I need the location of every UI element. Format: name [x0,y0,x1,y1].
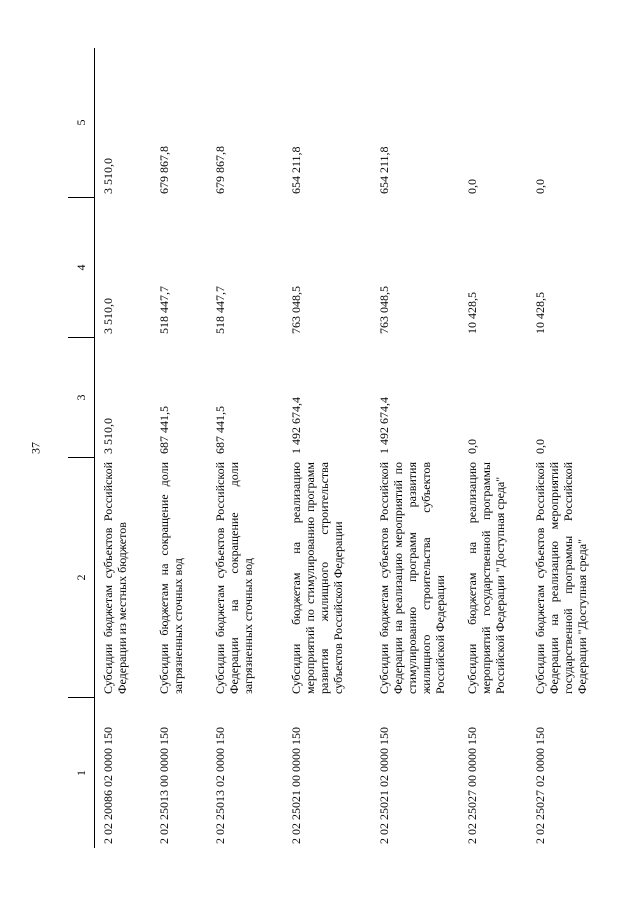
row-code: 2 02 25021 00 0000 150 [289,727,303,844]
budget-table [68,48,598,848]
row-name: Субсидии бюджетам на сокращение доли загрязненных сточных вод [157,462,185,694]
table-row [371,48,459,848]
row-value-4: 518 447,7 [157,286,171,334]
row-value-3: 3 510,0 [101,418,115,454]
header-col-5: 5 [68,48,94,198]
table-wrapper [68,48,598,848]
row-value-5: 0,0 [465,179,479,194]
row-value-5: 654 211,8 [289,146,303,194]
table-row [207,48,283,848]
row-value-5: 679 867,8 [157,146,171,194]
row-value-5: 654 211,8 [377,146,391,194]
row-value-4: 763 048,5 [289,286,303,334]
table-row [459,48,527,848]
table-header [68,48,95,848]
table-row [283,48,371,848]
row-name: Субсидии бюджетам субъектов Российской Федерации на сокращение доли загрязненных сточных вод [213,462,255,694]
row-value-4: 518 447,7 [213,286,227,334]
row-name: Субсидии бюджетам на реализацию мероприятий по стимулированию программ развития жилищного строительства субъектов Российской Федерации [289,462,345,694]
row-value-3: 687 441,5 [213,406,227,454]
row-value-3: 687 441,5 [157,406,171,454]
row-code: 2 02 25027 02 0000 150 [533,727,547,844]
row-code: 2 02 25013 00 0000 150 [157,727,171,844]
row-value-3: 1 492 674,4 [289,397,303,454]
row-value-3: 0,0 [465,439,479,454]
table-row [95,48,151,848]
row-name: Субсидии бюджетам субъектов Российской Федерации на реализацию мероприятий государственной программы Российской Федерации "Доступная среда" [533,462,589,694]
table-row [151,48,207,848]
row-value-5: 0,0 [533,179,547,194]
table-row [527,48,599,848]
row-name: Субсидии бюджетам субъектов Российской Федерации из местных бюджетов [101,462,129,694]
row-value-3: 1 492 674,4 [377,397,391,454]
row-value-5: 679 867,8 [213,146,227,194]
row-code: 2 02 25013 02 0000 150 [213,727,227,844]
row-value-4: 3 510,0 [101,298,115,334]
header-col-2: 2 [68,458,94,698]
header-col-3: 3 [68,338,94,458]
row-name: Субсидии бюджетам на реализацию мероприятий государственной программы Российской Федерации "Доступная среда" [465,462,507,694]
row-value-3: 0,0 [533,439,547,454]
row-name: Субсидии бюджетам субъектов Российской Федерации на реализацию мероприятий по стимулированию программ развития жилищного строительства субъектов Российской Федерации [377,462,447,694]
page-number-text: 37 [28,442,43,454]
header-col-1: 1 [74,770,88,776]
row-code: 2 02 25021 02 0000 150 [377,727,391,844]
header-col-4: 4 [68,198,94,338]
row-code: 2 02 20086 02 0000 150 [101,727,115,844]
row-value-4: 763 048,5 [377,286,391,334]
row-value-5: 3 510,0 [101,158,115,194]
row-code: 2 02 25027 00 0000 150 [465,727,479,844]
row-value-4: 10 428,5 [465,292,479,334]
row-value-4: 10 428,5 [533,292,547,334]
